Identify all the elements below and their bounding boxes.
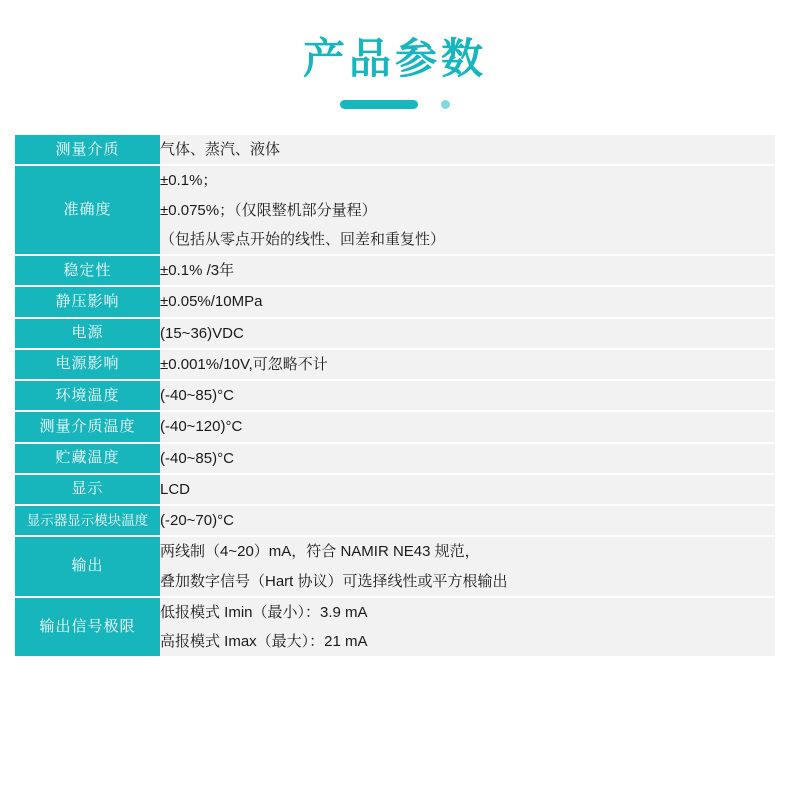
spec-value-cell: [160, 411, 775, 442]
spec-value-cell: [160, 286, 775, 317]
title-underline-dot: [441, 100, 450, 109]
table-row: [15, 349, 775, 380]
spec-value-cell: [160, 349, 775, 380]
title-area: [0, 0, 790, 109]
spec-value-line: (-40~85)°C: [160, 387, 234, 405]
spec-label-cell: 环境温度: [15, 380, 160, 411]
table-row: [15, 474, 775, 505]
spec-value-line: ±0.1% /3年: [160, 262, 235, 280]
table-row: [15, 286, 775, 317]
spec-value-line: ±0.05%/10MPa: [160, 293, 263, 311]
title-underline: [340, 100, 450, 109]
spec-label-cell: 显示: [15, 474, 160, 505]
table-row: [15, 255, 775, 286]
spec-value-line: (15~36)VDC: [160, 324, 244, 342]
spec-label-cell: 稳定性: [15, 255, 160, 286]
spec-value-line: LCD: [160, 480, 191, 498]
spec-value-cell: [160, 474, 775, 505]
spec-value-line: 高报模式 Imax（最大）：21 mA: [160, 633, 368, 651]
spec-value-line: (-40~85)°C: [160, 449, 234, 467]
spec-value-cell: [160, 536, 775, 597]
specification-table: [15, 135, 775, 658]
spec-value-cell: [160, 135, 775, 165]
specification-table-body: [15, 135, 775, 657]
spec-label-cell: 电源影响: [15, 349, 160, 380]
spec-value-cell: [160, 443, 775, 474]
spec-label-cell: 电源: [15, 318, 160, 349]
table-row: [15, 505, 775, 536]
spec-value-cell: [160, 255, 775, 286]
spec-label-cell: 静压影响: [15, 286, 160, 317]
page-title: 产品参数: [302, 35, 487, 82]
spec-label-cell: 测量介质温度: [15, 411, 160, 442]
table-row: [15, 380, 775, 411]
spec-value-line: 气体、蒸汽、液体: [160, 141, 281, 159]
spec-value-cell: [160, 505, 775, 536]
spec-value-line: （包括从零点开始的线性、回差和重复性）: [160, 230, 446, 248]
spec-value-line: 叠加数字信号（Hart 协议）可选择线性或平方根输出: [160, 572, 508, 590]
spec-value-cell: [160, 597, 775, 658]
table-row: [15, 165, 775, 255]
spec-value-line: ±0.001%/10V,可忽略不计: [160, 355, 328, 373]
spec-label-cell: 准确度: [15, 165, 160, 255]
spec-label-cell: 输出信号极限: [15, 597, 160, 658]
spec-value-line: 低报模式 Imin（最小）：3.9 mA: [160, 603, 368, 621]
table-row: [15, 443, 775, 474]
spec-label-cell: 贮藏温度: [15, 443, 160, 474]
spec-label-cell: 输出: [15, 536, 160, 597]
spec-value-cell: [160, 380, 775, 411]
table-row: [15, 318, 775, 349]
title-underline-bar: [340, 100, 418, 109]
spec-value-line: ±0.075%；（仅限整机部分量程）: [160, 201, 377, 219]
spec-label-cell: 测量介质: [15, 135, 160, 165]
spec-value-line: ±0.1%；: [160, 172, 218, 190]
spec-label-cell: 显示器显示模块温度: [15, 505, 160, 536]
table-row: [15, 536, 775, 597]
table-row: [15, 411, 775, 442]
table-row: [15, 597, 775, 658]
spec-value-line: (-20~70)°C: [160, 512, 234, 530]
spec-value-line: 两线制（4~20）mA，符合 NAMIR NE43 规范，: [160, 543, 480, 561]
spec-value-cell: [160, 165, 775, 255]
spec-value-line: (-40~120)°C: [160, 418, 243, 436]
table-row: [15, 135, 775, 165]
spec-value-cell: [160, 318, 775, 349]
